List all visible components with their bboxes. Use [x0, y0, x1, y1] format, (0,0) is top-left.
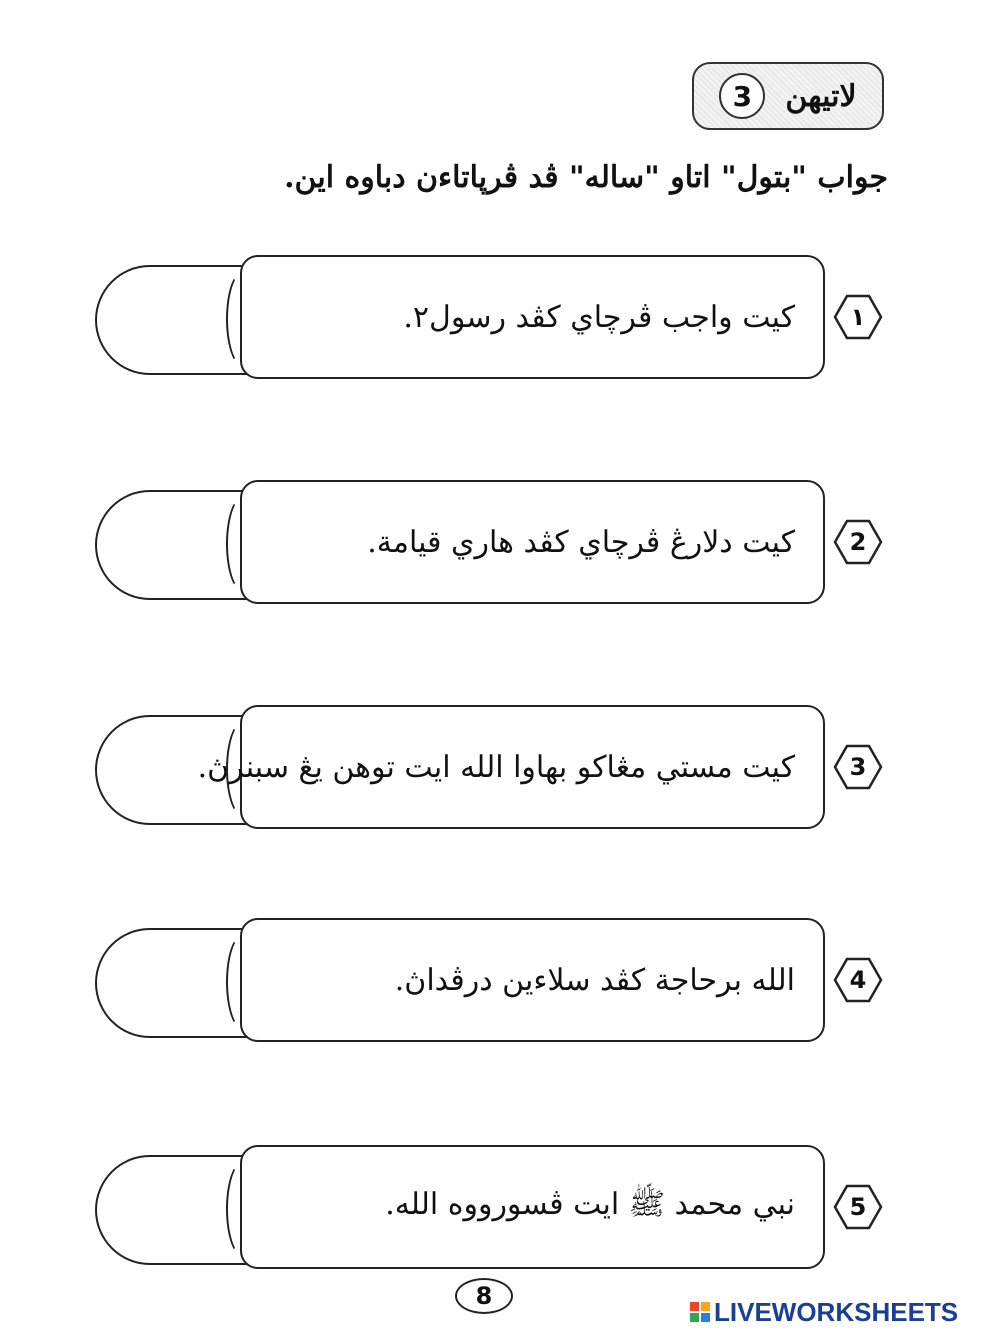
logo-square — [690, 1302, 699, 1311]
question-number-hexagon — [833, 957, 883, 1003]
question-number-hexagon — [833, 294, 883, 340]
question-number: ١ — [850, 303, 866, 331]
exercise-number: 3 — [719, 73, 765, 119]
question-number: 5 — [849, 1193, 867, 1221]
liveworksheets-logo[interactable] — [690, 1296, 958, 1328]
question-row-5 — [0, 1145, 1000, 1275]
question-number-hexagon — [833, 519, 883, 565]
question-row-2 — [0, 480, 1000, 610]
statement-text: الله برحاجة كڤد سلاءين درڤداڽ. — [394, 962, 795, 998]
instruction-text: جواب "بتول" اتاو "ساله" ڤد ڤرپاتاءن دباوه اين. — [284, 160, 888, 195]
statement-text: كيت واجب ڤرچاي كڤد رسول٢. — [403, 299, 795, 335]
statement-box — [240, 918, 825, 1042]
statement-box — [240, 1145, 825, 1269]
liveworksheets-logo-icon — [690, 1302, 710, 1322]
question-number: 2 — [849, 528, 867, 556]
exercise-title-badge — [692, 62, 884, 130]
question-row-1 — [0, 255, 1000, 385]
question-row-3 — [0, 705, 1000, 835]
logo-square — [701, 1302, 710, 1311]
statement-box — [240, 480, 825, 604]
question-number: 4 — [849, 966, 867, 994]
statement-text: كيت دلارڠ ڤرچاي كڤد هاري قيامة. — [367, 524, 795, 560]
exercise-title: لاتيهن — [785, 78, 857, 114]
logo-square — [690, 1313, 699, 1322]
question-number-hexagon — [833, 1184, 883, 1230]
logo-square — [701, 1313, 710, 1322]
statement-text: نبي محمد ﷺ ايت ڤسورووه الله. — [385, 1186, 795, 1222]
question-number-hexagon — [833, 744, 883, 790]
brand-name: LIVEWORKSHEETS — [714, 1296, 959, 1327]
question-number: 3 — [849, 753, 867, 781]
statement-box — [240, 255, 825, 379]
statement-text: كيت مستي مڠاكو بهاوا الله ايت توهن يڠ سبنرڽ. — [197, 749, 795, 785]
question-row-4 — [0, 918, 1000, 1048]
statement-box — [197, 705, 825, 829]
page-number: 8 — [455, 1278, 513, 1314]
